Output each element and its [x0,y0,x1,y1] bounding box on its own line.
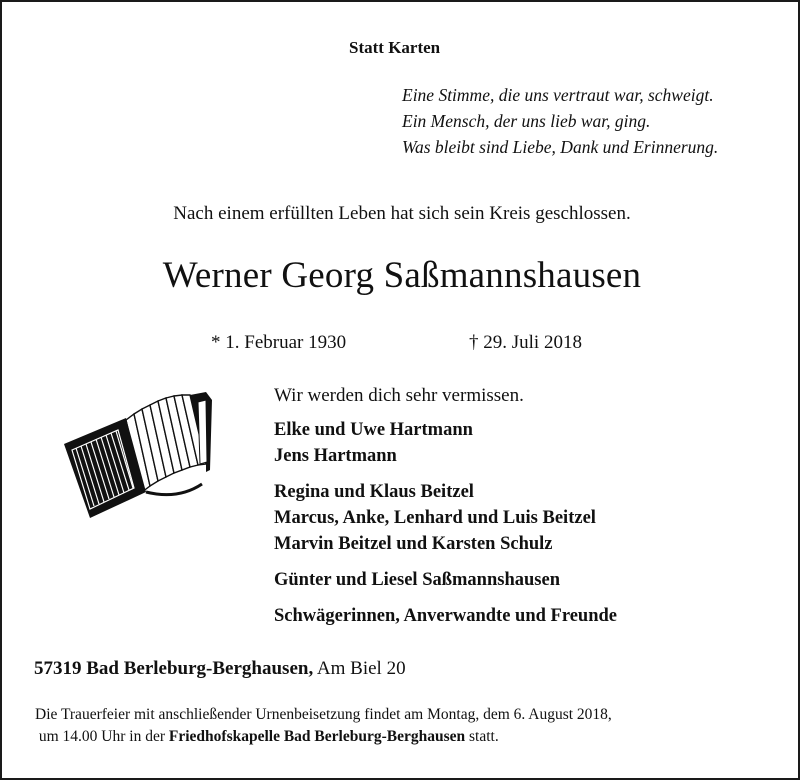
birth-date: * 1. Februar 1930 [211,332,347,353]
address-place: 57319 Bad Berleburg-Berghausen, [34,658,314,679]
mourner-line: Jens Hartmann [274,446,397,466]
death-date: † 29. Juli 2018 [469,332,582,353]
mourner-line: Elke und Uwe Hartmann [274,420,473,440]
poem-line: Was bleibt sind Liebe, Dank und Erinnerung. [402,137,719,157]
strap [146,484,202,495]
ceremony-end: statt. [469,728,499,745]
poem-line: Eine Stimme, die uns vertraut war, schweigt. [402,85,714,105]
mourner-group [274,567,617,593]
mourner-line: Schwägerinnen, Anverwandte und Freunde [274,606,617,626]
mourner-group [274,603,617,629]
address-street: Am Biel 20 [316,658,406,679]
mourner-group [274,417,617,469]
header-label: Statt Karten [349,38,441,57]
mourner-line: Marcus, Anke, Lenhard und Luis Beitzel [274,508,596,528]
accordion-icon [60,388,218,524]
address [34,658,406,680]
mourner-group [274,479,617,557]
ceremony-info [35,704,612,748]
poem [402,82,718,160]
mourner-line: Günter und Liesel Saßmannshausen [274,570,560,590]
mourner-line: Regina und Klaus Beitzel [274,482,474,502]
mourners-block [274,385,617,639]
poem-line: Ein Mensch, der uns lieb war, ging. [402,111,651,131]
ceremony-line-2 [35,726,612,748]
ceremony-time: um 14.00 Uhr in der [38,728,166,745]
intro-text: Nach einem erfüllten Leben hat sich sein Kreis geschlossen. [173,203,631,224]
deceased-name: Werner Georg Saßmannshausen [162,255,642,296]
ceremony-location: Friedhofskapelle Bad Berleburg-Berghausen [168,728,466,745]
mourner-line: Marvin Beitzel und Karsten Schulz [274,534,553,554]
ceremony-line-1: Die Trauerfeier mit anschließender Urnenbeisetzung findet am Montag, dem 6. August 2018, [35,706,612,723]
farewell-message: Wir werden dich sehr vermissen. [274,385,524,406]
